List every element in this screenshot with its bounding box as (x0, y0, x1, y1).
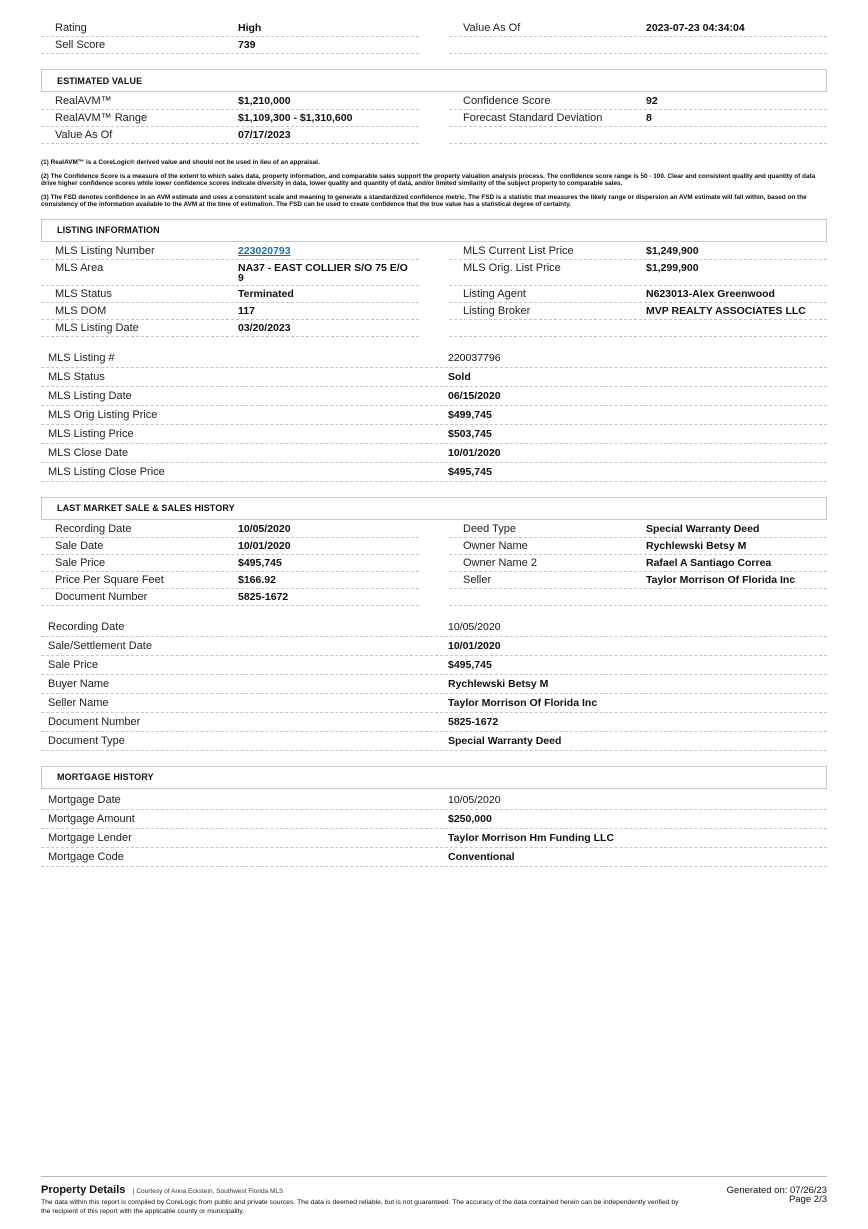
kv-label: Owner Name (463, 539, 528, 552)
list-row (41, 810, 827, 829)
kv-row (41, 20, 419, 37)
listing-grid (41, 243, 827, 337)
kv-value: 739 (238, 39, 256, 51)
kv-row (41, 37, 419, 54)
kv-value: NA37 - EAST COLLIER S/O 75 E/O 9 (238, 261, 408, 284)
kv-label: Sell Score (55, 39, 106, 51)
kv-label: MLS Orig. List Price (463, 261, 561, 274)
kv-row (41, 243, 419, 260)
list-label: Sale Price (48, 658, 99, 671)
listing-right-col (449, 243, 827, 337)
kv-row-empty (449, 320, 827, 337)
list-row (41, 444, 827, 463)
kv-row (41, 538, 419, 555)
kv-label: Value As Of (55, 129, 113, 141)
list-value: 10/05/2020 (448, 793, 501, 806)
list-value: $499,745 (448, 408, 492, 421)
list-row (41, 713, 827, 732)
list-row (41, 848, 827, 867)
kv-row (41, 320, 419, 337)
list-label: Mortgage Lender (48, 831, 132, 844)
kv-value: Rafael A Santiago Correa (646, 556, 772, 569)
kv-label: Document Number (55, 590, 148, 603)
rating-left-col (41, 20, 419, 54)
kv-value: 10/05/2020 (238, 522, 291, 535)
kv-value: $495,745 (238, 556, 282, 569)
kv-label: Price Per Square Feet (55, 573, 164, 586)
list-label: MLS Listing Date (48, 389, 132, 402)
kv-row (41, 93, 419, 110)
kv-label: Forecast Standard Deviation (463, 112, 603, 124)
list-row (41, 675, 827, 694)
kv-label: Deed Type (463, 522, 517, 535)
kv-row (449, 110, 827, 127)
kv-value: $1,109,300 - $1,310,600 (238, 112, 353, 124)
list-label: MLS Orig Listing Price (48, 408, 158, 421)
mls-listing-number-link[interactable]: 223020793 (238, 244, 291, 257)
list-value: 10/01/2020 (448, 639, 501, 652)
page-footer (41, 1176, 827, 1216)
kv-row (449, 260, 827, 286)
list-row (41, 656, 827, 675)
list-value: $503,745 (448, 427, 492, 440)
kv-row (449, 521, 827, 538)
section-header-estimated-value: ESTIMATED VALUE (41, 69, 827, 92)
footer-top (41, 1180, 827, 1198)
kv-row (41, 521, 419, 538)
list-label: Mortgage Code (48, 850, 124, 863)
list-label: MLS Listing Close Price (48, 465, 165, 478)
kv-label: Value As Of (463, 22, 521, 34)
kv-label: Sale Date (55, 539, 104, 552)
kv-value: 03/20/2023 (238, 321, 291, 334)
kv-row (449, 538, 827, 555)
list-label: Seller Name (48, 696, 109, 709)
avm-footnotes (41, 159, 827, 209)
sale-right-col (449, 521, 827, 606)
kv-value: 8 (646, 112, 652, 124)
list-label: Sale/Settlement Date (48, 639, 152, 652)
estimated-right-col (449, 93, 827, 144)
sale-left-col (41, 521, 419, 606)
kv-row (449, 243, 827, 260)
list-row (41, 732, 827, 751)
footer-title: Property Details (41, 1184, 126, 1196)
rating-right-col (449, 20, 827, 54)
footer-disclaimer: The data within this report is compiled by CoreLogic from public and private sources. The data is deemed reliable, but is not guaranteed. The accuracy of the data contained herein can be independently verified by the recipient of this report with the applicable county or municipality. (41, 1199, 679, 1215)
kv-value: $1,299,900 (646, 261, 699, 274)
kv-value: MVP REALTY ASSOCIATES LLC (646, 304, 806, 317)
kv-label: RealAVM™ Range (55, 112, 148, 124)
list-row (41, 694, 827, 713)
kv-label: MLS Listing Number (55, 244, 155, 257)
generated-date: Generated on: 07/26/23 (726, 1185, 827, 1196)
list-row (41, 406, 827, 425)
list-row (41, 368, 827, 387)
kv-row (41, 110, 419, 127)
list-value: 10/05/2020 (448, 620, 501, 633)
kv-value: Rychlewski Betsy M (646, 539, 747, 552)
list-value: Taylor Morrison Of Florida Inc (448, 696, 598, 709)
kv-row-empty (449, 127, 827, 144)
list-value: Sold (448, 370, 471, 383)
estimated-value-grid (41, 93, 827, 144)
kv-label: Owner Name 2 (463, 556, 537, 569)
list-value: Special Warranty Deed (448, 734, 562, 747)
list-label: Mortgage Amount (48, 812, 135, 825)
kv-value: 5825-1672 (238, 590, 289, 603)
section-header-listing-information: LISTING INFORMATION (41, 219, 827, 242)
kv-value: 117 (238, 304, 255, 317)
kv-row (41, 572, 419, 589)
kv-label: MLS DOM (55, 304, 107, 317)
list-value: $250,000 (448, 812, 492, 825)
list-label: Recording Date (48, 620, 125, 633)
list-label: MLS Status (48, 370, 105, 383)
list-row (41, 387, 827, 406)
kv-label: RealAVM™ (55, 95, 112, 107)
kv-value: Taylor Morrison Of Florida Inc (646, 573, 796, 586)
list-value: Taylor Morrison Hm Funding LLC (448, 831, 615, 844)
kv-row (449, 555, 827, 572)
kv-value: 92 (646, 95, 658, 107)
footnote-2: (2) The Confidence Score is a measure of the extent to which sales data, property information, and comparable sales support the property valuation analysis process. The confidence score range is 50 - 100. Clear and consistent quality and quantity of data drive higher confidence scores while lower confidence scores indicate diversity in data, lower quality and quantity of data, and/or limited similarity of the subject property to comparable sales. (41, 172, 816, 187)
list-row (41, 637, 827, 656)
kv-value: High (238, 22, 262, 34)
kv-row (449, 572, 827, 589)
list-value: Rychlewski Betsy M (448, 677, 549, 690)
list-row (41, 349, 827, 368)
kv-label: MLS Status (55, 287, 112, 300)
footnote-3: (3) The FSD denotes confidence in an AVM estimate and uses a consistent scale and meaning to generate a standardized confidence metric. The FSD is a statistic that measures the likely range or dispersion an AVM estimate will fall within, based on the consistency of the information available to the AVM at the time of estimation. The FSD can be used to create confidence that the true value has a statistical degree of certainty. (41, 193, 807, 208)
list-row (41, 463, 827, 482)
kv-row (41, 286, 419, 303)
list-value: 220037796 (448, 351, 501, 364)
list-row (41, 425, 827, 444)
kv-label: Confidence Score (463, 95, 551, 107)
footer-title-group (41, 1180, 283, 1198)
list-value: 10/01/2020 (448, 446, 501, 459)
rating-grid (41, 20, 827, 54)
page-number: Page 2/3 (788, 1194, 827, 1205)
section-header-mortgage-history: MORTGAGE HISTORY (41, 766, 827, 789)
list-value: $495,745 (448, 465, 492, 478)
footer-courtesy: | Courtesy of Anna Eckstein, Southwest Florida MLS (132, 1188, 284, 1195)
mortgage-list (41, 791, 827, 867)
report-page (41, 20, 827, 867)
kv-value: $166.92 (238, 573, 276, 586)
kv-label: Sale Price (55, 556, 106, 569)
list-label: Mortgage Date (48, 793, 121, 806)
list-value: 06/15/2020 (448, 389, 501, 402)
kv-value: Terminated (238, 287, 294, 300)
kv-row (41, 555, 419, 572)
kv-row (449, 20, 827, 37)
kv-value: N623013-Alex Greenwood (646, 287, 775, 300)
kv-row (41, 260, 419, 286)
kv-row (449, 286, 827, 303)
kv-value: $1,249,900 (646, 244, 699, 257)
estimated-left-col (41, 93, 419, 144)
list-value: $495,745 (448, 658, 492, 671)
kv-value (238, 243, 419, 259)
list-row (41, 829, 827, 848)
kv-row (449, 303, 827, 320)
section-header-last-market-sale: LAST MARKET SALE & SALES HISTORY (41, 497, 827, 520)
kv-label: MLS Current List Price (463, 244, 574, 257)
list-row (41, 791, 827, 810)
kv-row (449, 93, 827, 110)
kv-value: 10/01/2020 (238, 539, 291, 552)
kv-row (41, 303, 419, 320)
list-label: Document Type (48, 734, 125, 747)
kv-value: Special Warranty Deed (646, 522, 760, 535)
list-row (41, 618, 827, 637)
list-label: Document Number (48, 715, 141, 728)
sale-grid (41, 521, 827, 606)
kv-value: $1,210,000 (238, 95, 291, 107)
listing-left-col (41, 243, 419, 337)
list-value: 5825-1672 (448, 715, 499, 728)
kv-label: Seller (463, 573, 492, 586)
prior-listing-list (41, 349, 827, 482)
sale-history-list (41, 618, 827, 751)
kv-label: Listing Agent (463, 287, 526, 300)
kv-value: 07/17/2023 (238, 129, 291, 141)
kv-label: MLS Listing Date (55, 321, 139, 334)
kv-value: 2023-07-23 04:34:04 (646, 22, 745, 34)
kv-label: Recording Date (55, 522, 132, 535)
list-label: MLS Close Date (48, 446, 129, 459)
kv-row (41, 127, 419, 144)
list-value: Conventional (448, 850, 515, 863)
list-label: Buyer Name (48, 677, 110, 690)
kv-label: Rating (55, 22, 87, 34)
list-label: MLS Listing Price (48, 427, 134, 440)
footnote-1: (1) RealAVM™ is a CoreLogic® derived value and should not be used in lieu of an appraisal. (41, 159, 320, 166)
kv-label: Listing Broker (463, 304, 531, 317)
kv-row (41, 589, 419, 606)
kv-label: MLS Area (55, 261, 104, 274)
kv-row-empty (449, 37, 827, 54)
list-label: MLS Listing # (48, 351, 115, 364)
kv-row-empty (449, 589, 827, 606)
